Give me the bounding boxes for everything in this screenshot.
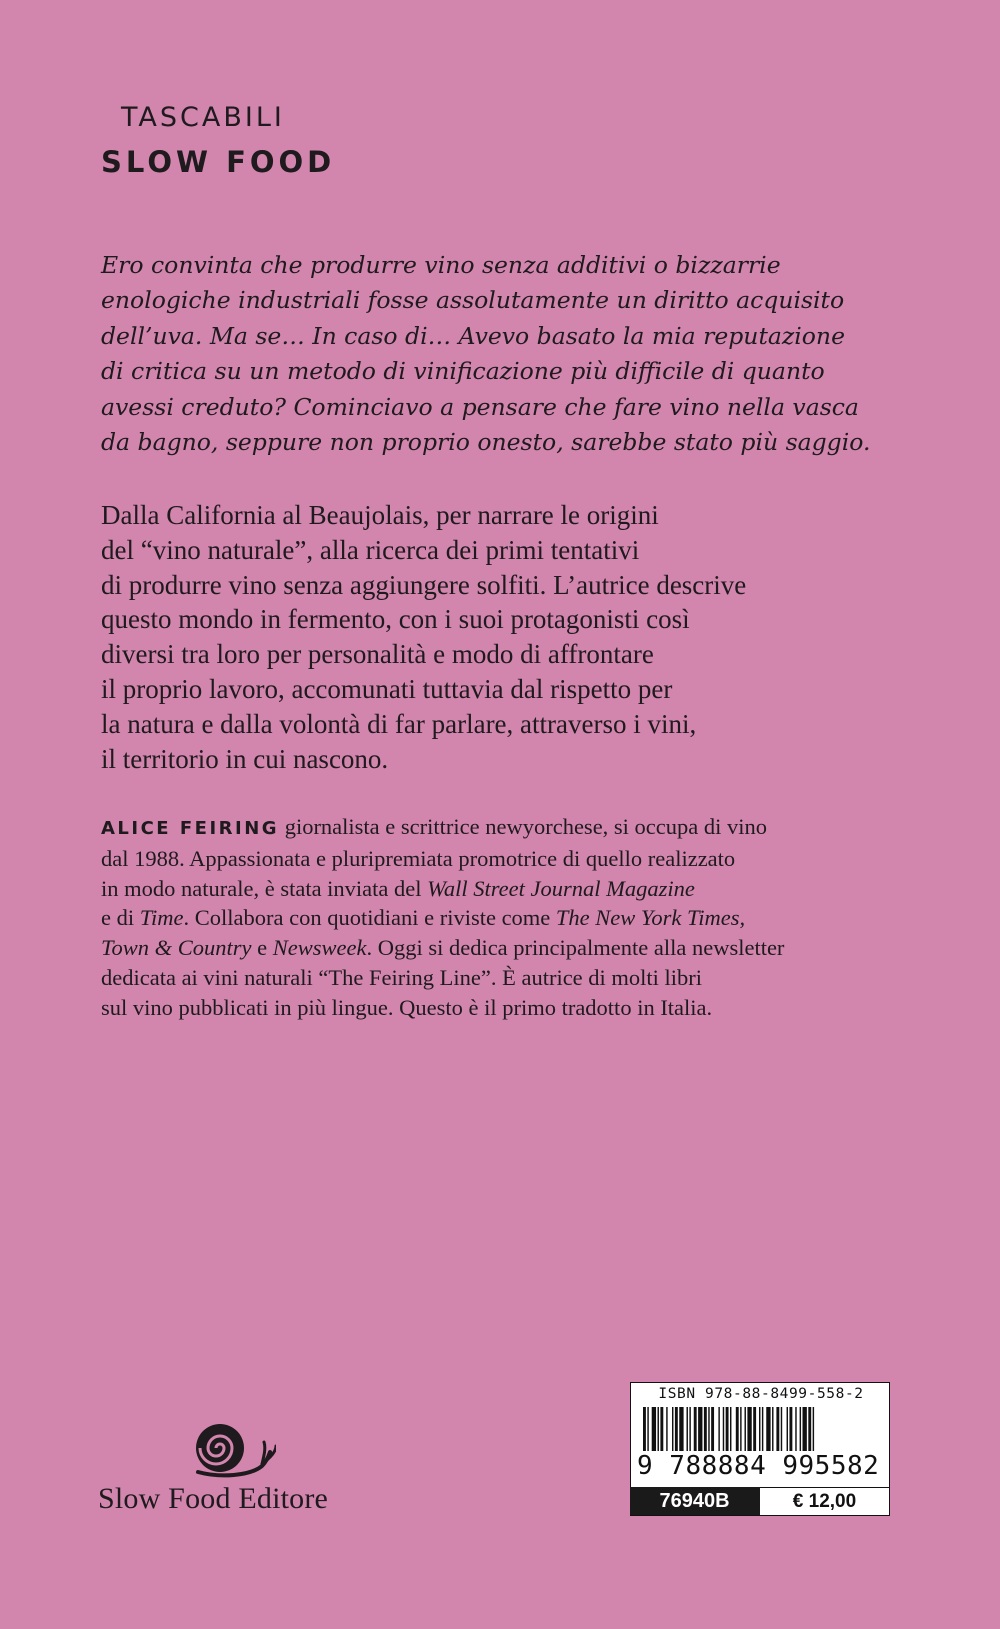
- quote-line: dell’uva. Ma se… In caso di… Avevo basato la mia reputazione: [101, 321, 845, 350]
- isbn-text: ISBN 978-88-8499-558-2: [658, 1386, 864, 1402]
- bio-line: dedicata ai vini naturali “The Feiring Line”. È autrice di molti libri: [101, 964, 703, 990]
- quote-line: avessi creduto? Cominciavo a pensare che fare vino nella vasca: [101, 392, 859, 421]
- description-line: questo mondo in fermento, con i suoi protagonisti così: [101, 604, 690, 635]
- quote-line: di critica su un metodo di vinificazione più difficile di quanto: [101, 357, 825, 386]
- bio-line: [101, 903, 961, 933]
- author-name: ALICE FEIRING: [101, 818, 280, 839]
- bio-text: e: [251, 935, 273, 961]
- quote-line: Ero convinta che produrre vino senza additivi o bizzarrie: [101, 251, 781, 279]
- series-title: [101, 100, 335, 182]
- barcode-label: [630, 1382, 890, 1516]
- publication-title: Wall Street Journal Magazine: [427, 875, 695, 901]
- description-line: Dalla California al Beaujolais, per narrare le origini: [101, 500, 659, 530]
- product-code: 76940B: [630, 1487, 760, 1515]
- series-name-bottom: SLOW FOOD: [101, 145, 336, 179]
- publication-title: The New York Times,: [555, 905, 746, 931]
- author-bio: [101, 812, 961, 1023]
- publisher-name: Slow Food Editore: [98, 1482, 329, 1515]
- bio-line: dal 1988. Appassionata e pluripremiata promotrice di quello realizzato: [101, 845, 736, 871]
- book-description: [101, 498, 941, 776]
- bio-text: in modo naturale, è stata inviata del: [101, 875, 428, 901]
- bio-line: [101, 933, 961, 963]
- quote-line: enologiche industriali fosse assolutamente un diritto acquisito: [101, 286, 845, 315]
- price-label: € 12,00: [760, 1487, 890, 1514]
- bio-line: [101, 812, 961, 844]
- snail-icon: [190, 1418, 276, 1478]
- description-line: il proprio lavoro, accomunati tuttavia dal rispetto per: [101, 673, 673, 704]
- publication-title: Town & Country: [101, 935, 252, 961]
- bio-text: . Collabora con quotidiani e riviste come: [183, 905, 556, 931]
- description-line: il territorio in cui nascono.: [101, 743, 389, 774]
- bio-line: sul vino pubblicati in più lingue. Questo è il primo tradotto in Italia.: [101, 994, 713, 1020]
- bio-text: . Oggi si dedica principalmente alla newsletter: [366, 935, 785, 961]
- bio-text: giornalista e scrittrice newyorchese, si occupa di vino: [279, 814, 768, 839]
- description-line: del “vino naturale”, alla ricerca dei primi tentativi: [101, 534, 640, 565]
- description-line: di produrre vino senza aggiungere solfiti. L’autrice descrive: [101, 569, 747, 600]
- description-line: la natura e dalla volontà di far parlare, attraverso i vini,: [101, 708, 697, 739]
- bio-text: e di: [101, 905, 140, 931]
- barcode-digits: 9 788884 995582: [637, 1451, 880, 1481]
- quote-line: da bagno, seppure non proprio onesto, sarebbe stato più saggio.: [101, 428, 871, 457]
- description-line: diversi tra loro per personalità e modo di affrontare: [101, 639, 654, 670]
- bio-line: [101, 874, 961, 904]
- publication-title: Newsweek: [272, 935, 367, 961]
- series-name-top: TASCABILI: [121, 102, 285, 133]
- publication-title: Time: [139, 905, 184, 931]
- excerpt-quote: [101, 248, 921, 460]
